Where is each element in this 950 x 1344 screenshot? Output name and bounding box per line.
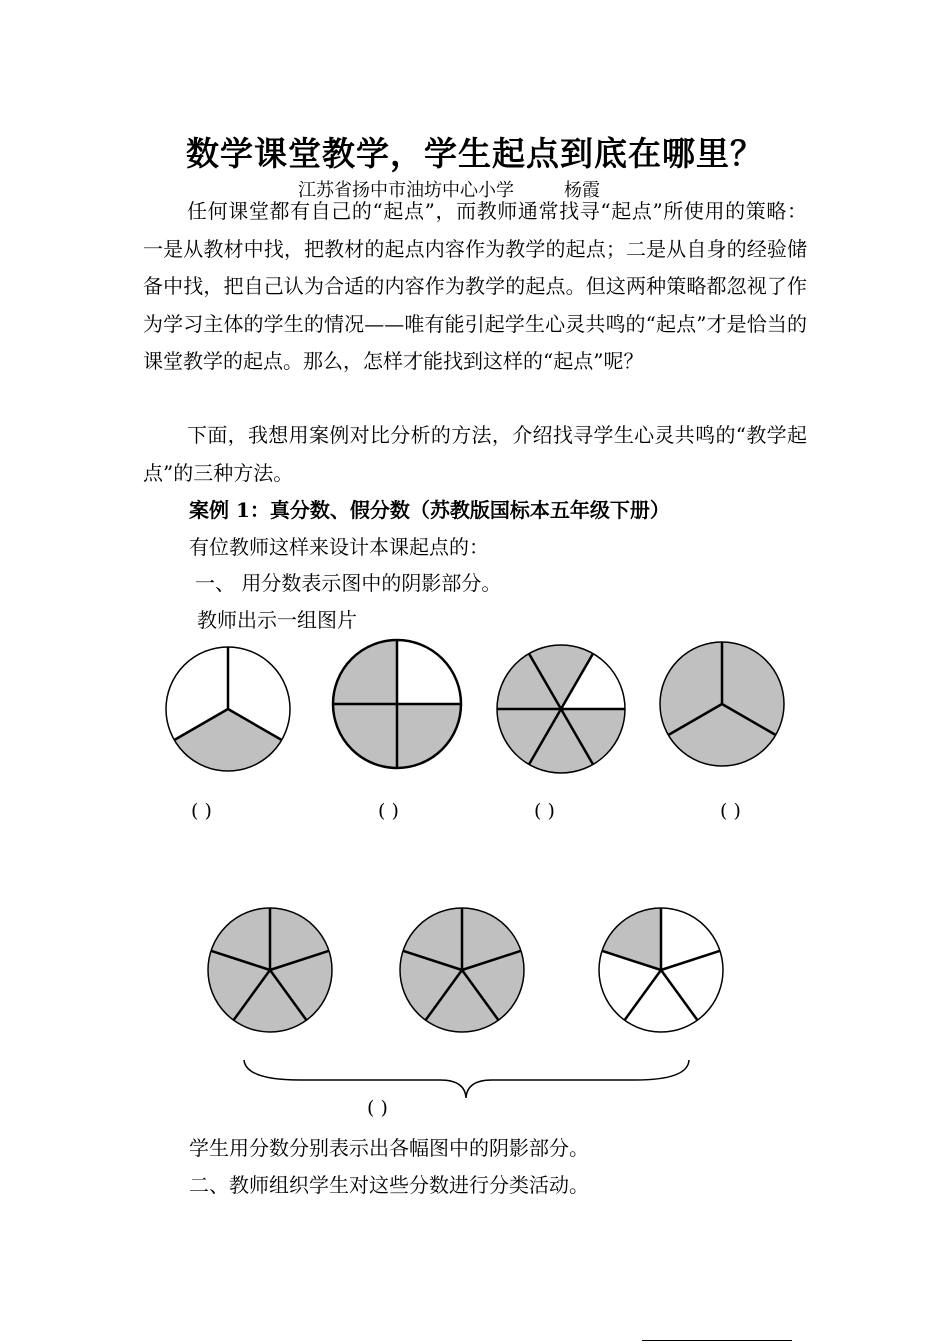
- fraction-circle-row1-3: [497, 645, 625, 773]
- paragraph-method: 下面，我想用案例对比分析的方法，介绍找寻学生心灵共鸣的“教学起点”的三种方法。: [143, 423, 807, 485]
- step2-line: 二、教师组织学生对这些分数进行分类活动。: [189, 1173, 589, 1197]
- answer-paren-2: ( ): [378, 800, 399, 822]
- author-name: 杨霞: [564, 180, 600, 201]
- step1-line: 一、 用分数表示图中的阴影部分。: [195, 571, 502, 595]
- fraction-circle-row1-4: [660, 642, 784, 766]
- fraction-circle-row2-2: [400, 908, 524, 1032]
- intro-line: 有位教师这样来设计本课起点的：: [189, 535, 489, 559]
- author-school: 江苏省扬中市油坊中心小学: [298, 180, 514, 201]
- page-title: 数学课堂教学，学生起点到底在哪里？: [186, 134, 764, 173]
- fraction-circle-row1-1: [166, 647, 290, 771]
- answer-paren-4: ( ): [720, 800, 741, 822]
- fraction-circle-row2-3: [599, 908, 723, 1032]
- case1-heading: 案例 1：真分数、假分数（苏教版国标本五年级下册）: [189, 498, 670, 522]
- answer-paren-1: ( ): [191, 800, 212, 822]
- footer-rule: [642, 1340, 792, 1341]
- after-figures-line: 学生用分数分别表示出各幅图中的阴影部分。: [189, 1136, 589, 1160]
- fraction-circle-row1-2: [333, 640, 461, 768]
- paragraph-intro: 任何课堂都有自己的“起点”，而教师通常找寻“起点”所使用的策略：一是从教材中找，把教材的起点内容作为教学的起点；二是从自身的经验储备中找，把自己认为合适的内容作为教学的起点。但这两种策略都忽视了作为学习主体的学生的情况——唯有能引起学生心灵共鸣的“起点”才是恰当的课堂教学的起点。那么，怎样才能找到这样的“起点”呢？: [143, 199, 807, 373]
- fraction-circle-row2-1: [208, 908, 332, 1032]
- teacher-shows-line: 教师出示一组图片: [197, 608, 357, 632]
- answer-paren-3: ( ): [534, 800, 555, 822]
- answer-paren-group: ( ): [367, 1097, 388, 1119]
- curly-brace: [244, 1060, 689, 1098]
